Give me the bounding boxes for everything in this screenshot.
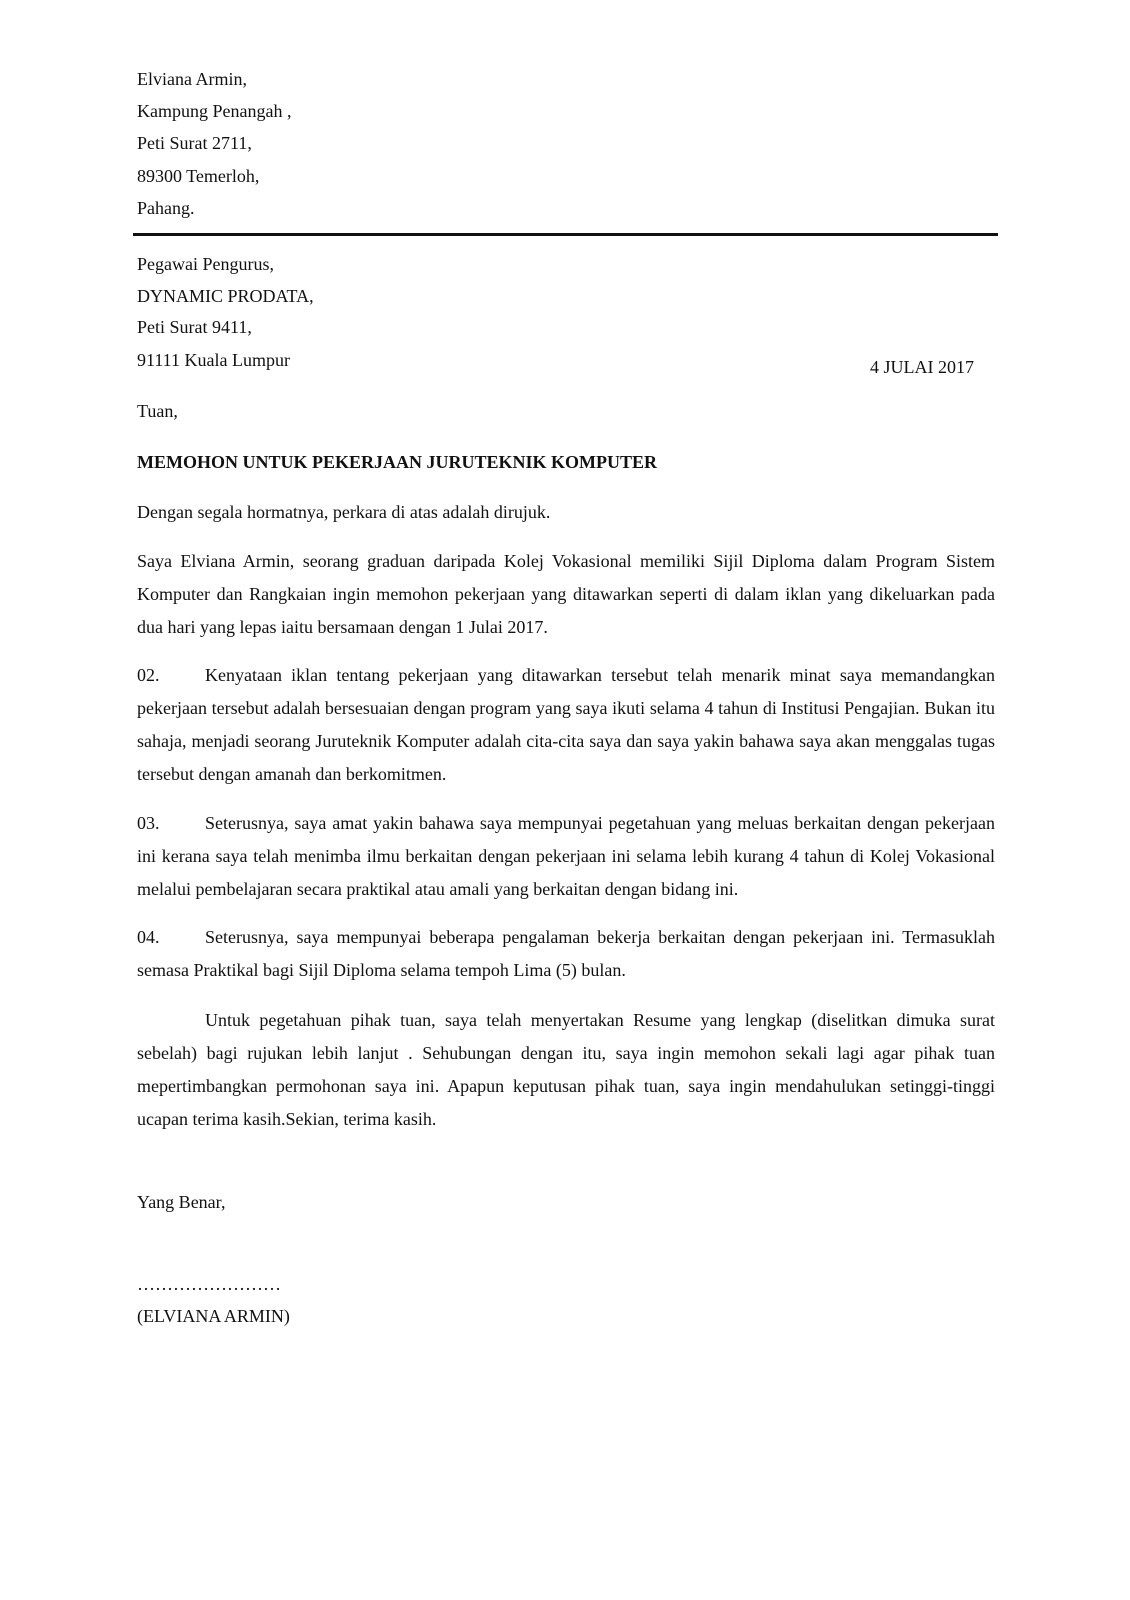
salutation: Tuan, [137,401,178,421]
paragraph-5 [137,1004,995,1136]
recipient-line: Peti Surat 9411, [137,317,252,337]
recipient-line: DYNAMIC PRODATA, [137,286,314,306]
paragraph-3-text: Seterusnya, saya amat yakin bahawa saya mempunyai pegetahuan yang meluas berkaitan dengan pekerjaan ini kerana saya telah menimba ilmu berkaitan dengan pekerjaan ini selama lebih kurang 4 tahun di Kolej Vokasional melalui pembelajaran secara praktikal atau amali yang berkaitan dengan bidang ini. [137,813,995,899]
paragraph-4-text: Seterusnya, saya mempunyai beberapa pengalaman bekerja berkaitan dengan pekerjaan ini. Termasuklah semasa Praktikal bagi Sijil Diploma selama tempoh Lima (5) bulan. [137,927,995,980]
subject-heading: MEMOHON UNTUK PEKERJAAN JURUTEKNIK KOMPUTER [137,452,658,472]
paragraph-4 [137,921,995,987]
paragraph-number: 02. [137,665,160,685]
paragraph-number: 03. [137,813,160,833]
closing-line: Yang Benar, [137,1192,226,1212]
paragraph-1 [137,545,995,644]
signature-name: (ELVIANA ARMIN) [137,1306,290,1326]
paragraph-3 [137,807,995,906]
paragraph-5-text: Untuk pegetahuan pihak tuan, saya telah menyertakan Resume yang lengkap (diselitkan dimuka surat sebelah) bagi rujukan lebih lanjut . Sehubungan dengan itu, saya ingin memohon sekali lagi agar pihak tuan mepertimbangkan permohonan saya ini. Apapun keputusan pihak tuan, saya ingin mendahulukan setinggi-tinggi ucapan terima kasih.Sekian, terima kasih. [137,1010,995,1129]
signature-line: …………………… [137,1274,281,1294]
letter-date: 4 JULAI 2017 [870,357,974,377]
paragraph-2 [137,659,995,791]
sender-line: Pahang. [137,198,195,218]
recipient-line: Pegawai Pengurus, [137,254,274,274]
paragraph-number: 04. [137,927,160,947]
sender-line: Elviana Armin, [137,69,247,89]
paragraph-1-text: Saya Elviana Armin, seorang graduan daripada Kolej Vokasional memiliki Sijil Diploma dalam Program Sistem Komputer dan Rangkaian ingin memohon pekerjaan yang ditawarkan seperti di dalam iklan yang dikeluarkan pada dua hari yang lepas iaitu bersamaan dengan 1 Julai 2017. [137,551,995,637]
sender-line: Peti Surat 2711, [137,133,252,153]
recipient-line: 91111 Kuala Lumpur [137,350,290,370]
opening-line: Dengan segala hormatnya, perkara di atas adalah dirujuk. [137,502,551,522]
header-divider [133,233,998,236]
sender-line: Kampung Penangah , [137,101,292,121]
paragraph-2-text: Kenyataan iklan tentang pekerjaan yang ditawarkan tersebut telah menarik minat saya memandangkan pekerjaan tersebut adalah bersesuaian dengan program yang saya ikuti selama 4 tahun di Institusi Pengajian. Bukan itu sahaja, menjadi seorang Juruteknik Komputer adalah cita-cita saya dan saya yakin bahawa saya akan menggalas tugas tersebut dengan amanah dan berkomitmen. [137,665,995,784]
sender-line: 89300 Temerloh, [137,166,260,186]
